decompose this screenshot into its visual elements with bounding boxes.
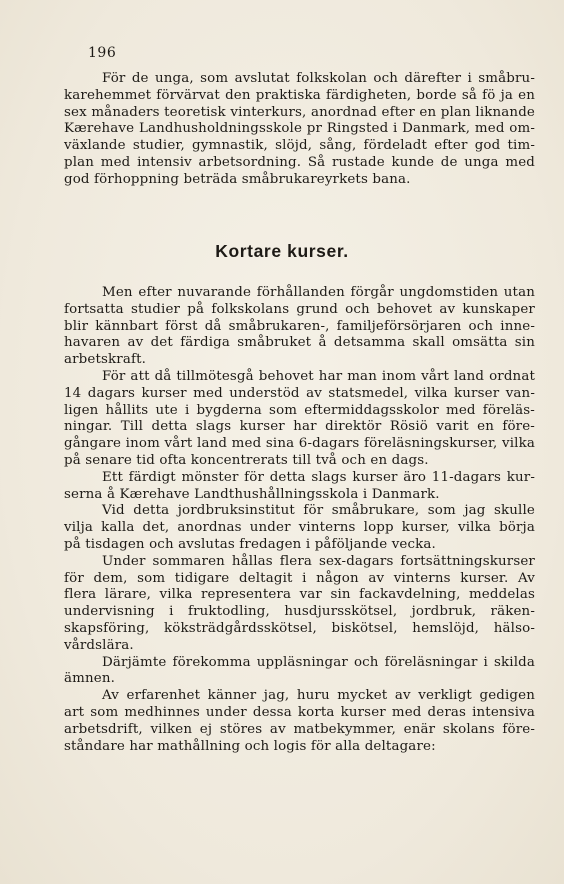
text-line: Därjämte förekomma uppläsningar och föreläsningar i skilda [102,654,535,670]
section-heading: Kortare kurser. [215,241,349,261]
text-line: För att då tillmötesgå behovet har man inom vårt land ordnat [102,368,535,384]
text-line: Men efter nuvarande förhållanden förgår ungdomstiden utan [102,285,535,300]
text-line: ningar. Till detta slags kurser har direktör Rösiö varit en före- [64,419,535,435]
text-line: god förhoppning beträda småbrukareyrkets bana. [64,171,411,187]
paragraph [64,655,535,689]
paragraph [64,503,535,553]
text-line: 14 dagars kurser med understöd av statsmedel, vilka kurser van- [64,385,535,401]
paragraph [64,470,535,504]
intro-paragraph [64,71,535,189]
text-line: gångare inom vårt land med sina 6-dagars föreläsningskurser, vilka [64,436,535,452]
text-line: Ett färdigt mönster för detta slags kurser äro 11-dagars kur- [102,469,535,485]
text-line: plan med intensiv arbetsordning. Så rustade kunde de unga med [64,154,535,170]
text-line: arbetsdrift, vilken ej störes av matbekymmer, enär skolans före- [64,721,535,737]
text-line: ligen hållits ute i bygderna som eftermiddagsskolor med föreläs- [64,402,535,418]
paragraph [64,554,535,655]
text-line: serna å Kærehave Landthushållningsskola i Danmark. [64,486,440,502]
text-line: vårdslära. [64,637,134,653]
body-text [64,285,535,755]
text-line: Av erfarenhet känner jag, huru mycket av verkligt gedigen [102,688,535,704]
text-line: Under sommaren hållas flera sex-dagars fortsättningskurser [102,553,535,569]
text-line: art som medhinnes under dessa korta kurser med deras intensiva [64,704,535,720]
text-line: undervisning i fruktodling, husdjursskötsel, jordbruk, räken- [64,604,535,620]
page-number: 196 [88,45,117,61]
text-line: arbetskraft. [64,352,147,368]
text-line: havaren av det färdiga småbruket å detsamma skall omsätta sin [64,335,535,351]
text-line: flera lärare, vilka representera var sin fackavdelning, meddelas [64,587,535,603]
text-line: ståndare har mathållning och logis för alla deltagare: [64,738,436,754]
text-line: för dem, som tidigare deltagit i någon av vinterns kurser. Av [64,570,535,586]
paragraph [64,369,535,470]
text-line: karehemmet förvärvat den praktiska färdigheten, borde så fö ja en [64,87,535,103]
text-line: För de unga, som avslutat folkskolan och därefter i småbru- [102,71,535,86]
text-line: på senare tid ofta koncentrerats till två och en dags. [64,452,429,468]
text-line: på tisdagen och avslutas fredagen i påföljande vecka. [64,536,436,552]
paragraph [64,285,535,369]
text-line: ämnen. [64,671,116,687]
text-line: växlande studier, gymnastik, slöjd, sång, fördeladt efter god tim- [64,138,535,154]
text-line: fortsatta studier på folkskolans grund och behovet av kunskaper [64,301,535,317]
paragraph [64,688,535,755]
text-line: vilja kalla det, anordnas under vinterns lopp kurser, vilka börja [64,520,535,536]
text-line: Vid detta jordbruksinstitut för småbrukare, som jag skulle [102,503,535,519]
text-line: sex månaders teoretisk vinterkurs, anordnad efter en plan liknande [64,104,535,120]
text-line: skapsföring, köksträdgårdsskötsel, biskötsel, hemslöjd, hälso- [64,620,535,636]
text-line: Kærehave Landhusholdningsskole pr Ringsted i Danmark, med om- [64,121,535,137]
text-line: blir kännbart först då småbrukaren-, familjeförsörjaren och inne- [64,318,535,334]
